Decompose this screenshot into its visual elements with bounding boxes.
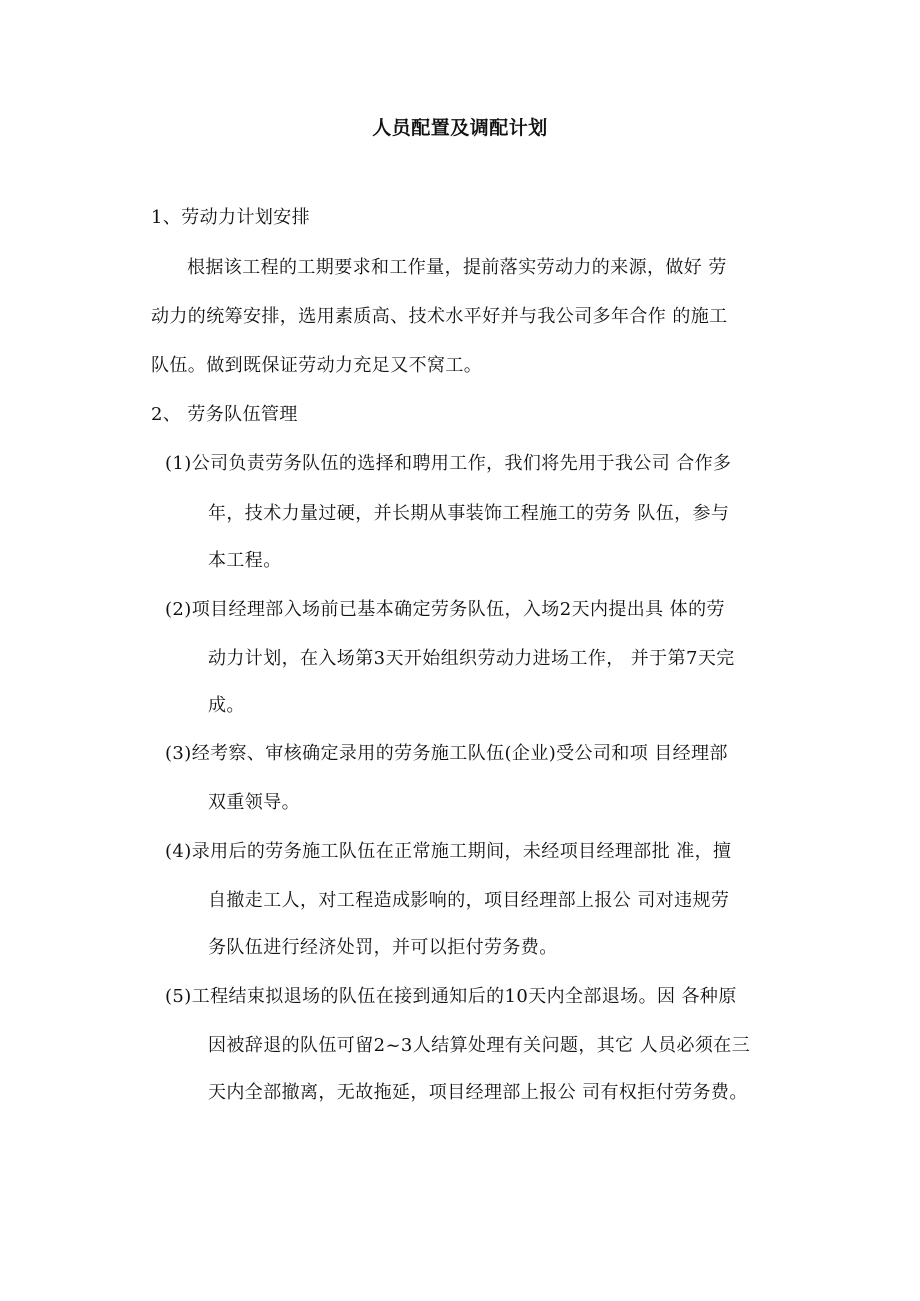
item-4-line-2: 自撤走工人，对工程造成影响的，项目经理部上报公 司对违规劳 (208, 890, 730, 911)
item-5-line-1: (5)工程结束拟退场的队伍在接到通知后的10天内全部退场。因 各种原 (165, 986, 737, 1007)
item-5-line-3: 天内全部撤离，无故拖延，项目经理部上报公 司有权拒付劳务费。 (208, 1082, 748, 1103)
section-1-paragraph-line-3: 队伍。做到既保证劳动力充足又不窝工。 (151, 355, 483, 376)
item-4-line-1: (4)录用后的劳务施工队伍在正常施工期间，未经项目经理部批 准，擅 (165, 841, 732, 862)
item-1-line-3: 本工程。 (208, 550, 282, 571)
item-1-line-1: (1)公司负责劳务队伍的选择和聘用工作，我们将先用于我公司 合作多 (165, 453, 732, 474)
item-4-line-3: 务队伍进行经济处罚，并可以拒付劳务费。 (208, 937, 558, 958)
section-2-heading: 2、 劳务队伍管理 (151, 404, 298, 425)
item-5-line-2: 因被辞退的队伍可留2~3人结算处理有关问题，其它 人员必须在三 (208, 1035, 751, 1056)
item-3-line-1: (3)经考察、审核确定录用的劳务施工队伍(企业)受公司和项 目经理部 (165, 743, 728, 764)
item-1-line-2: 年，技术力量过硬，并长期从事装饰工程施工的劳务 队伍，参与 (208, 503, 730, 524)
document-title: 人员配置及调配计划 (372, 117, 548, 139)
item-3-line-2: 双重领导。 (208, 792, 300, 813)
section-1-paragraph-line-2: 动力的统筹安排，选用素质高、技术水平好并与我公司多年合作 的施工 (151, 306, 728, 327)
item-2-line-1: (2)项目经理部入场前已基本确定劳务队伍，入场2天内提出具 体的劳 (165, 599, 725, 620)
section-1-paragraph-line-1: 根据该工程的工期要求和工作量，提前落实劳动力的来源，做好 劳 (187, 257, 727, 278)
item-2-line-3: 成。 (208, 695, 245, 716)
item-2-line-2: 动力计划，在入场第3天开始组织劳动力进场工作， 并于第7天完 (208, 648, 735, 669)
section-1-heading: 1、劳动力计划安排 (151, 207, 311, 228)
